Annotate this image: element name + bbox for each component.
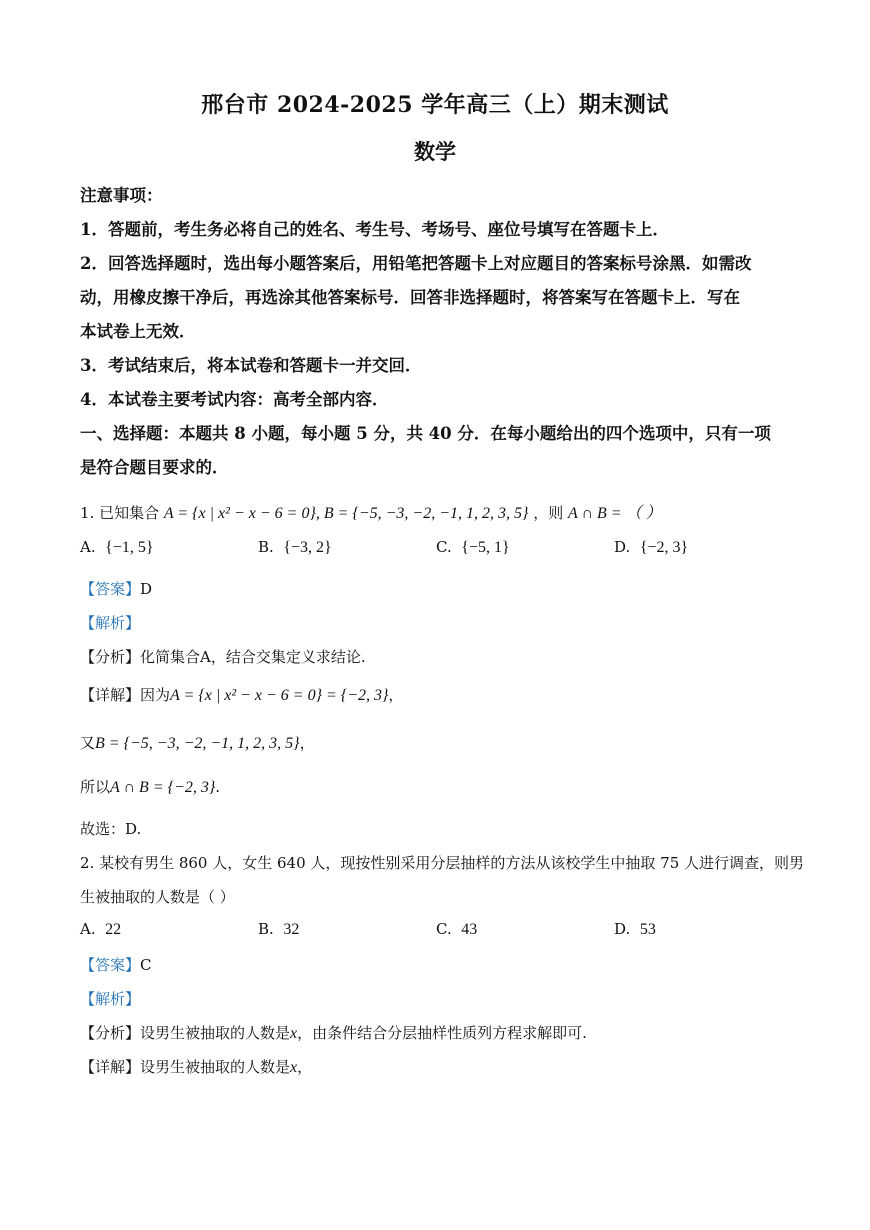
detail-tag: 【详解】 xyxy=(80,1058,141,1076)
q1-prefix: 1. 已知集合 xyxy=(80,504,160,522)
notice-item-2-end: 本试卷上无效． xyxy=(80,322,196,341)
exam-subject: 数学 xyxy=(414,139,456,164)
q2-stem-1: 2. 某校有男生 860 人，女生 640 人，现按性别采用分层抽样的方法从该校学生中抽取 75 人进行调查，则男 xyxy=(80,854,805,872)
section-heading-cont: 是符合题目要求的． xyxy=(80,458,229,477)
q1-option-b[interactable]: B. {−3, 2} xyxy=(258,538,332,556)
q2-stem-2: 生被抽取的人数是（ ） xyxy=(80,888,235,906)
q2-option-a[interactable]: A. 22 xyxy=(80,920,122,938)
notice-item-2: 2．回答选择题时，选出每小题答案后，用铅笔把答题卡上对应题目的答案标号涂黑．如需改 xyxy=(80,254,752,273)
q1-set-a: A = {x | x² − x − 6 = 0} xyxy=(163,505,316,522)
q1-analysis xyxy=(80,612,795,633)
notice-item-3: 3．考试结束后，将本试卷和答题卡一并交回． xyxy=(80,356,422,375)
q1-option-c[interactable]: C. {−5, 1} xyxy=(436,538,510,556)
analysis-tag: 【解析】 xyxy=(80,990,141,1008)
q2-option-d[interactable]: D. 53 xyxy=(614,920,656,938)
q1-fenxi: 【分析】化简集合A，结合交集定义求结论. xyxy=(80,648,366,666)
q1-detail-3: 所以A ∩ B = {−2, 3}. xyxy=(80,778,220,796)
q2-answer-value: C xyxy=(140,956,152,974)
answer-tag: 【答案】 xyxy=(80,580,141,598)
exam-title: 邢台市 2024-2025 学年高三（上）期末测试 xyxy=(201,92,669,118)
q1-suffix: ，则 xyxy=(533,504,564,522)
q2-answer xyxy=(80,954,795,975)
q1-answer xyxy=(80,578,795,599)
q2-option-b[interactable]: B. 32 xyxy=(258,920,300,938)
q2-option-c[interactable]: C. 43 xyxy=(436,920,478,938)
q1-detail-2: 又B = {−5, −3, −2, −1, 1, 2, 3, 5}， xyxy=(80,734,315,752)
notice-item-2-cont: 动，用橡皮擦干净后，再选涂其他答案标号．回答非选择题时，将答案写在答题卡上．写在 xyxy=(80,288,740,307)
detail-tag: 【详解】 xyxy=(80,686,141,704)
q1-stem xyxy=(80,500,795,523)
q1-conclusion: 故选：D. xyxy=(80,820,142,838)
answer-tag: 【答案】 xyxy=(80,956,141,974)
analysis-tag: 【解析】 xyxy=(80,614,141,632)
notice-item-1: 1．答题前，考生务必将自己的姓名、考生号、考场号、座位号填写在答题卡上． xyxy=(80,220,669,239)
q2-fenxi: 【分析】设男生被抽取的人数是x，由条件结合分层抽样性质列方程求解即可. xyxy=(80,1024,587,1042)
notice-item-4: 4．本试卷主要考试内容：高考全部内容． xyxy=(80,390,389,409)
fenxi-tag: 【分析】 xyxy=(80,648,141,666)
q1-option-d[interactable]: D. {−2, 3} xyxy=(614,538,689,556)
notice-heading: 注意事项： xyxy=(80,186,163,205)
q1-ask: A ∩ B = （ ） xyxy=(567,505,662,522)
q2-detail: 【详解】设男生被抽取的人数是x， xyxy=(80,1058,313,1076)
q1-answer-value: D xyxy=(140,580,153,598)
section-heading: 一、选择题：本题共 8 小题，每小题 5 分，共 40 分．在每小题给出的四个选项中，只有一项 xyxy=(80,424,771,443)
q1-detail-1: 【详解】因为A = {x | x² − x − 6 = 0} = {−2, 3}， xyxy=(80,686,404,704)
q2-analysis xyxy=(80,988,795,1009)
q1-set-b: , B = {−5, −3, −2, −1, 1, 2, 3, 5} xyxy=(315,505,529,522)
fenxi-tag: 【分析】 xyxy=(80,1024,141,1042)
q1-option-a[interactable]: A. {−1, 5} xyxy=(80,538,154,556)
